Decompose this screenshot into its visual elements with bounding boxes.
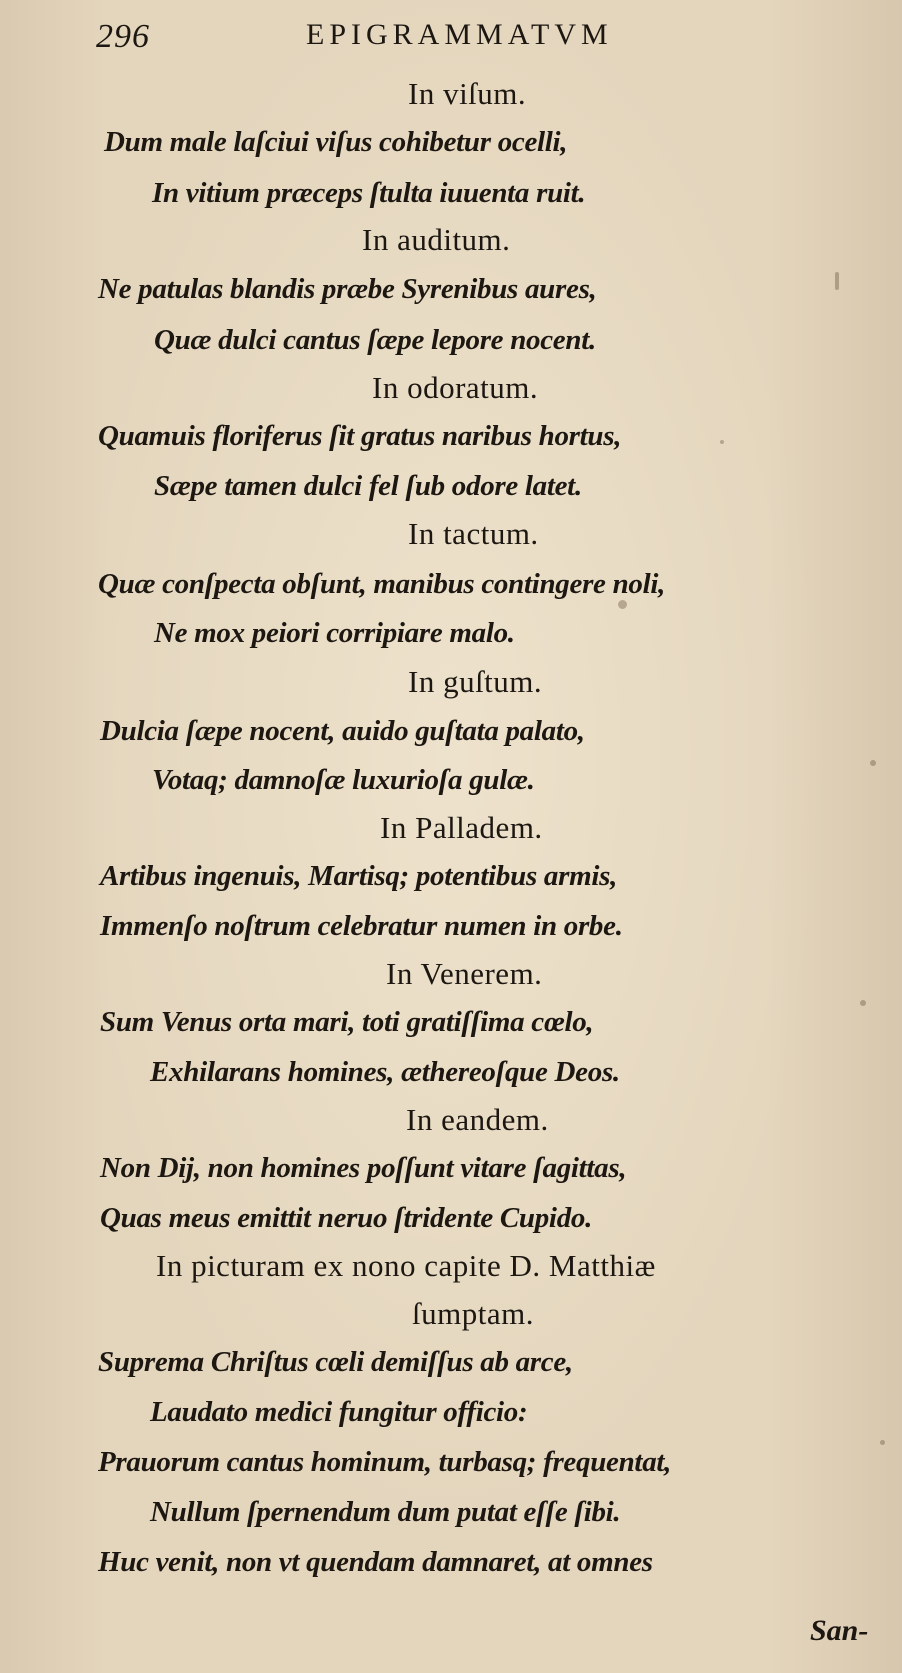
- epigram-heading: In guſtum.: [408, 664, 543, 699]
- verse-line: Ne mox peiori corripiare malo.: [154, 617, 515, 649]
- verse-line: Sæpe tamen dulci fel ſub odore latet.: [154, 470, 582, 502]
- paper-speck: [720, 440, 724, 444]
- paper-speck: [835, 272, 839, 290]
- epigram-heading: In Venerem.: [386, 956, 543, 991]
- verse-line: Prauorum cantus hominum, turbasq; frequentat,: [98, 1446, 672, 1478]
- verse-line: Non Dij, non homines poſſunt vitare ſagittas,: [100, 1152, 627, 1184]
- epigram-heading: In eandem.: [406, 1102, 549, 1137]
- verse-line: Sum Venus orta mari, toti gratiſſima cœlo,: [100, 1006, 594, 1038]
- verse-line: Quæ dulci cantus ſæpe lepore nocent.: [154, 324, 596, 356]
- verse-line: Ne patulas blandis præbe Syrenibus aures,: [98, 273, 597, 305]
- verse-line: Quas meus emittit neruo ſtridente Cupido.: [100, 1202, 593, 1234]
- verse-line: Dum male laſciui viſus cohibetur ocelli,: [104, 126, 568, 158]
- verse-line: Artibus ingenuis, Martisq; potentibus armis,: [100, 860, 618, 892]
- verse-line: Votaq; damnoſæ luxurioſa gulæ.: [152, 764, 535, 796]
- verse-line: Dulcia ſæpe nocent, auido guſtata palato,: [100, 715, 585, 747]
- verse-line: In vitium præceps ſtulta iuuenta ruit.: [152, 177, 586, 209]
- catchword: San-: [810, 1614, 869, 1647]
- verse-line: Quæ conſpecta obſunt, manibus contingere noli,: [98, 568, 666, 600]
- paper-speck: [618, 600, 627, 609]
- epigram-heading: In Palladem.: [380, 810, 543, 845]
- paper-speck: [880, 1440, 885, 1445]
- running-title: EPIGRAMMATVM: [306, 18, 613, 51]
- verse-line: Quamuis floriferus ſit gratus naribus hortus,: [98, 420, 622, 452]
- epigram-heading: In viſum.: [408, 76, 527, 111]
- verse-line: Laudato medici fungitur officio:: [150, 1396, 528, 1428]
- paper-speck: [860, 1000, 866, 1006]
- verse-line: Suprema Chriſtus cœli demiſſus ab arce,: [98, 1346, 573, 1378]
- verse-line: Nullum ſpernendum dum putat eſſe ſibi.: [150, 1496, 621, 1528]
- epigram-heading: In picturam ex nono capite D. Matthiæ: [156, 1248, 656, 1283]
- paper-speck: [870, 760, 876, 766]
- epigram-heading: ſumptam.: [412, 1296, 534, 1331]
- verse-line: Huc venit, non vt quendam damnaret, at omnes: [98, 1546, 653, 1578]
- verse-line: Exhilarans homines, æthereoſque Deos.: [150, 1056, 620, 1088]
- epigram-heading: In tactum.: [408, 516, 539, 551]
- verse-line: Immenſo noſtrum celebratur numen in orbe.: [100, 910, 623, 942]
- epigram-heading: In odoratum.: [372, 370, 539, 405]
- epigram-heading: In auditum.: [362, 222, 511, 257]
- page-number: 296: [96, 18, 150, 55]
